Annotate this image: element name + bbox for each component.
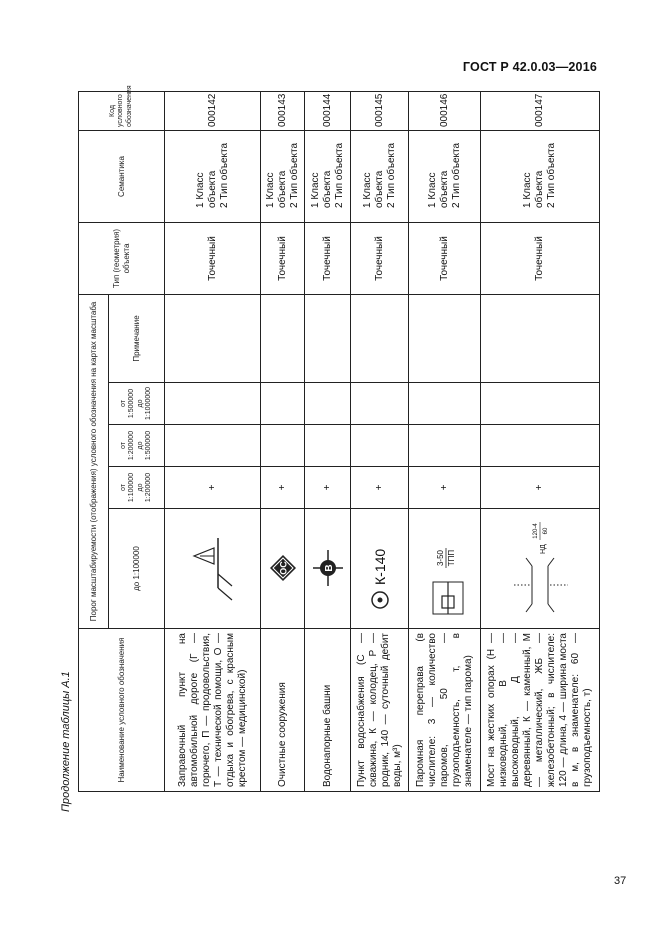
row-type: Точечный (165, 223, 261, 295)
semantics-line: 1 Класс объекта (426, 170, 450, 208)
mark-scale-2: + (481, 467, 600, 509)
row-code: 000142 (165, 92, 261, 131)
semantics-line: 1 Класс объекта (194, 170, 218, 208)
row-name: Водонапорные башни (305, 629, 351, 792)
row-code: 000145 (351, 92, 409, 131)
row-note (409, 295, 481, 383)
row-code: 000144 (305, 92, 351, 131)
row-note (261, 295, 305, 383)
row-note (481, 295, 600, 383)
row-semantics (305, 131, 351, 223)
col-header-code: Код условного обозначения (79, 92, 165, 131)
mark-scale-3 (165, 425, 261, 467)
col-header-scale-4: от 1:500000 до 1:1000000 (109, 383, 165, 425)
fuel-station-symbol (165, 509, 261, 629)
symbols-table (78, 85, 600, 792)
mark-scale-3 (305, 425, 351, 467)
row-code: 000146 (409, 92, 481, 131)
table-row (305, 92, 351, 792)
row-type: Точечный (409, 223, 481, 295)
symbol-denominator: ТПП (446, 550, 456, 567)
semantics-line: 2 Тип объекта (333, 142, 345, 208)
ferry-crossing-symbol (409, 509, 481, 629)
mark-scale-3 (409, 425, 481, 467)
row-code: 000147 (481, 92, 600, 131)
row-name: Пункт водоснабжения (С — скважина, К — колодец, Р — родник, 140 — суточный дебит воды, м³) (351, 629, 409, 792)
row-type: Точечный (261, 223, 305, 295)
semantics-line: 2 Тип объекта (385, 142, 397, 208)
table-row (351, 92, 409, 792)
row-name: Очистные сооружения (261, 629, 305, 792)
mark-scale-2: + (351, 467, 409, 509)
semantics-line: 2 Тип объекта (218, 142, 230, 208)
row-semantics (261, 131, 305, 223)
col-header-semantics: Семантика (79, 131, 165, 223)
row-semantics (481, 131, 600, 223)
mark-scale-3 (351, 425, 409, 467)
mark-scale-4 (165, 383, 261, 425)
row-note (165, 295, 261, 383)
water-tower-symbol (305, 509, 351, 629)
semantics-line: 1 Класс объекта (264, 170, 288, 208)
rotated-table-sheet (78, 85, 599, 792)
row-code: 000143 (261, 92, 305, 131)
table-caption: Продолжение таблицы А.1 (60, 671, 72, 812)
col-header-scale-group: Порог масштабируемости (отображения) условного обозначения на картах масштаба (79, 295, 109, 629)
mark-scale-2: + (305, 467, 351, 509)
bridge-symbol (481, 509, 600, 629)
symbol-prefix: НД (540, 544, 547, 555)
row-type: Точечный (481, 223, 600, 295)
water-supply-symbol (351, 509, 409, 629)
symbol-numerator: 3-50 (435, 550, 445, 567)
col-header-type: Тип (геометрия) объекта (79, 223, 165, 295)
semantics-line: 1 Класс объекта (309, 170, 333, 208)
row-semantics (165, 131, 261, 223)
row-semantics (351, 131, 409, 223)
semantics-line: 1 Класс объекта (361, 170, 385, 208)
table-row (481, 92, 600, 792)
symbol-label: ОС (278, 561, 288, 576)
mark-scale-4 (261, 383, 305, 425)
col-header-scale-3: от 1:200000 до 1:500000 (109, 425, 165, 467)
page-number: 37 (614, 875, 627, 887)
mark-scale-4 (481, 383, 600, 425)
symbol-numerator: 120-4 (533, 523, 539, 540)
table-row (409, 92, 481, 792)
semantics-line: 2 Тип объекта (450, 142, 462, 208)
col-header-name: Наименование условного обозначения (79, 629, 165, 792)
col-header-note: Примечание (109, 295, 165, 383)
mark-scale-3 (481, 425, 600, 467)
row-name: Паромная переправа (в числителе: 3 — количество паромов, 50 — грузоподъемность, т, в знаменателе — тип парома) (409, 629, 481, 792)
mark-scale-4 (305, 383, 351, 425)
symbol-label: К-140 (371, 549, 388, 586)
table-row (165, 92, 261, 792)
mark-scale-2: + (165, 467, 261, 509)
row-name: Мост на жестких опорах (Н — низководный, В — высоководный, Д — деревянный, К — каменный, М — металлический, ЖБ — железобетонный; в числителе: 120 — длина, 4 — ширина моста в м, в знаменателе: 60 — грузоподъемность, т) (481, 629, 600, 792)
semantics-line: 1 Класс объекта (522, 170, 545, 208)
col-header-scale-2: от 1:100000 до 1:200000 (109, 467, 165, 509)
mark-scale-3 (261, 425, 305, 467)
row-name: Заправочный пункт на автомобильной дороге (Г — горючего, П — продовольствия, Т — технической помощи, О — отдыха и обогрева, с красным крестом — медицинской) (165, 629, 261, 792)
semantics-line: 2 Тип объекта (546, 142, 557, 208)
row-type: Точечный (351, 223, 409, 295)
symbol-denominator: 60 (543, 528, 549, 535)
symbol-label: В (323, 564, 335, 573)
mark-scale-4 (351, 383, 409, 425)
mark-scale-2: + (261, 467, 305, 509)
row-type: Точечный (305, 223, 351, 295)
row-semantics (409, 131, 481, 223)
standard-header: ГОСТ Р 42.0.03—2016 (462, 60, 597, 74)
row-note (351, 295, 409, 383)
table-row (261, 92, 305, 792)
header-row-1 (79, 92, 109, 792)
mark-scale-2: + (409, 467, 481, 509)
col-header-scale-1: до 1:100000 (109, 509, 165, 629)
semantics-line: 2 Тип объекта (288, 142, 300, 208)
mark-scale-4 (409, 383, 481, 425)
row-note (305, 295, 351, 383)
treatment-facility-symbol (261, 509, 305, 629)
